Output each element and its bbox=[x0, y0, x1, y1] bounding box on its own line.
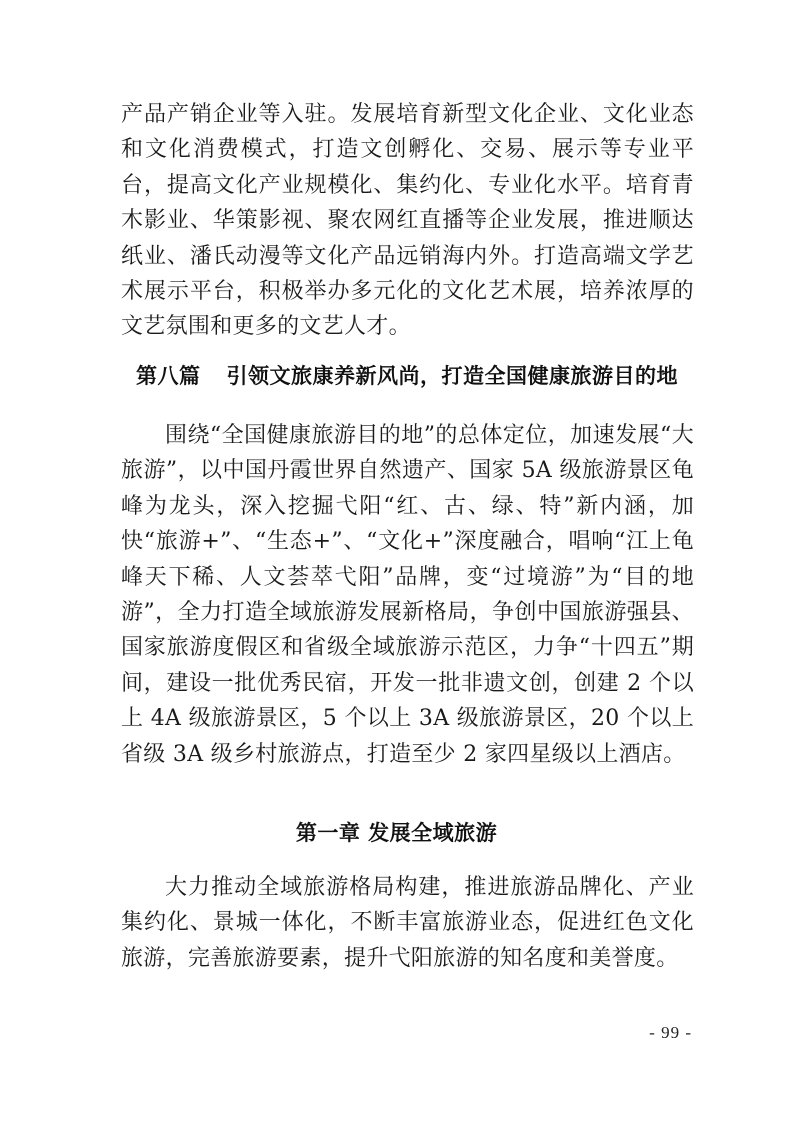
paragraph-global-tourism: 大力推动全域旅游格局构建，推进旅游品牌化、产业集约化、景城一体化，不断丰富旅游业态，促进红色文化旅游，完善旅游要素，提升弋阳旅游的知名度和美誉度。 bbox=[121, 875, 694, 971]
part-number: 第八篇 bbox=[136, 364, 201, 388]
paragraph-tourism-positioning: 围绕“全国健康旅游目的地”的总体定位，加速发展“大旅游”，以中国丹霞世界自然遗产、国家 5A 级旅游景区龟峰为龙头，深入挖掘弋阳“红、古、绿、特”新内涵，加快“旅游+”、“生态+”、“文化+”深度融合，唱响“江上龟峰天下稀、人文荟萃弋阳”品牌，变“过境游”为“目的地游”，全力打造全域旅游发展新格局，争创中国旅游强县、国家旅游度假区和省级全域旅游示范区，力争“十四五”期间，建设一批优秀民宿，开发一批非遗文创，创建 2 个以上 4A 级旅游景区，5 个以上 3A 级旅游景区，20 个以上省级 3A 级乡村旅游点，打造至少 2 家四星级以上酒店。 bbox=[121, 423, 694, 767]
chapter-heading: 第一章 发展全域旅游 bbox=[295, 821, 498, 845]
part-heading bbox=[136, 360, 678, 390]
part-title: 引领文旅康养新风尚，打造全国健康旅游目的地 bbox=[226, 364, 678, 388]
page-number: - 99 - bbox=[649, 1023, 692, 1042]
paragraph-culture-industry: 产品产销企业等入驻。发展培育新型文化企业、文化业态和文化消费模式，打造文创孵化、交易、展示等专业平台，提高文化产业规模化、集约化、专业化水平。培育青木影业、华策影视、聚农网红直播等企业发展，推进顺达纸业、潘氏动漫等文化产品远销海内外。打造高端文学艺术展示平台，积极举办多元化的文化艺术展，培养浓厚的文艺氛围和更多的文艺人才。 bbox=[121, 102, 694, 340]
